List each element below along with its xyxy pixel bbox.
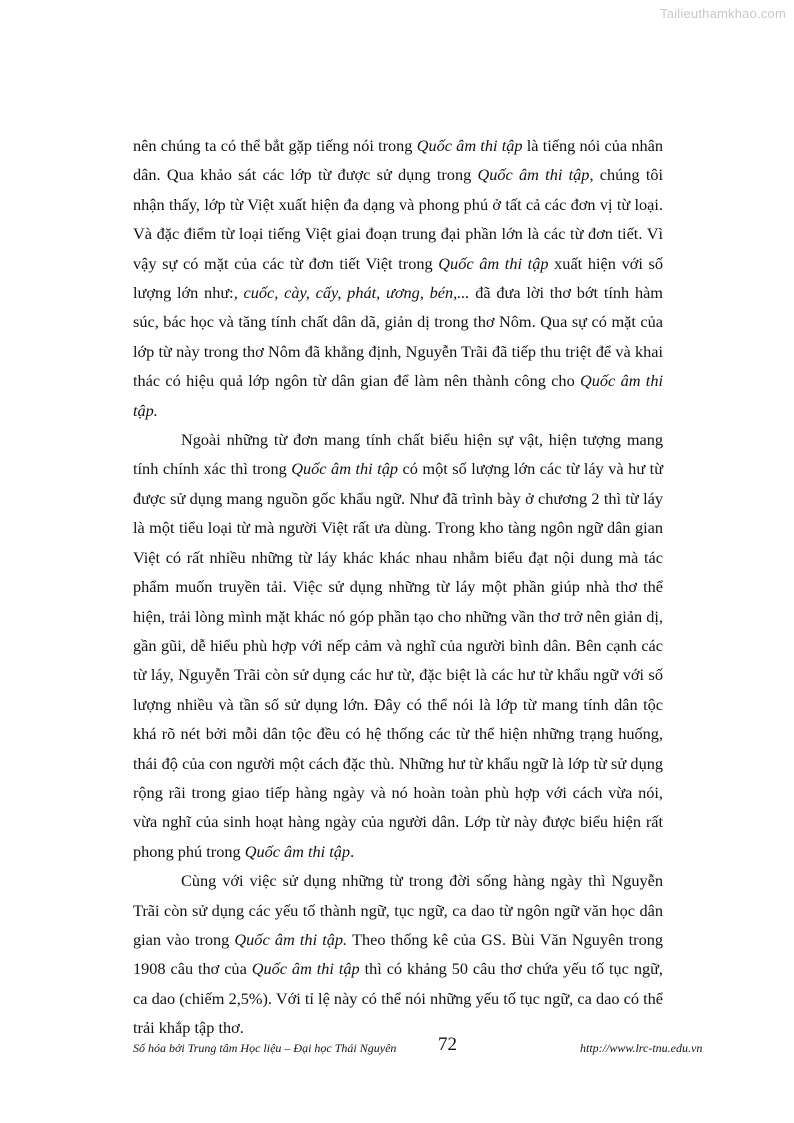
italic-text-run: Quốc âm thi tập [477,165,590,185]
paragraph [133,131,663,425]
footer-source: Số hóa bởi Trung tâm Học liệu – Đại học Thái Nguyên [133,1041,397,1055]
italic-text-run: Quốc âm thi tập. [234,929,348,949]
italic-text-run: Quốc âm thi tập [438,253,549,273]
italic-text-run: Quốc âm thi tập [251,959,360,979]
text-run: Ngoài những từ đơn mang tính chất biểu hiện sự vật, hiện tượng mang tính chính xác thì trong [133,430,663,479]
italic-text-run: Quốc âm thi tập [291,459,398,479]
text-run: có một số lượng lớn các từ láy và hư từ được sử dụng mang nguồn gốc khẩu ngữ. Như đã trình bày ở chương 2 thì từ láy là một tiểu loại từ mà người Việt rất ưa dùng. Trong kho tàng ngôn ngữ dân gian Việt có rất nhiều những từ láy khác khác nhau nhằm biểu đạt nội dung mà tác phẩm muốn truyền tải. Việc sử dụng những từ láy một phần giúp nhà thơ thể hiện, trải lòng mình mặt khác nó góp phần tạo cho những vần thơ trở nên giản dị, gần gũi, dễ hiểu phù hợp với nếp cảm và nghĩ của người bình dân. Bên cạnh các từ láy, Nguyễn Trãi còn sử dụng các hư từ, đặc biệt là các hư từ khẩu ngữ với số lượng nhiều và tần số sử dụng lớn. Đây có thể nói là lớp từ mang tính dân tộc khá rõ nét bởi mỗi dân tộc đều có hệ thống các từ thể hiện những trạng huống, thái độ của con người một cách đặc thù. Những hư từ khẩu ngữ là lớp từ sử dụng rộng rãi trong giao tiếp hàng ngày và nó hoàn toàn phù hợp với cách vừa nói, vừa nghĩ của sinh hoạt hàng ngày của người dân. Lớp từ này được biểu hiện rất phong phú trong [133,459,664,861]
italic-text-run: Quốc âm thi tập [416,136,523,155]
text-run: đã đưa lời thơ bớt tính hàm súc, bác học và tăng tính chất dân dã, giản dị trong thơ Nôm. Qua sự có mặt của lớp từ này trong thơ Nôm đã khẳng định, Nguyễn Trãi đã tiếp thu triệt để và khai thác có hiệu quả lớp ngôn từ dân gian để làm nên thành công cho [133,283,663,391]
italic-text-run: Quốc âm thi tập. [133,371,663,420]
page-number: 72 [438,1034,457,1055]
page-footer [133,1034,723,1064]
text-run: Cùng với việc sử dụng những từ trong đời sống hàng ngày thì Nguyễn Trãi còn sử dụng các yếu tố thành ngữ, tục ngữ, ca dao từ ngôn ngữ văn học dân gian vào trong [133,871,663,949]
text-run: xuất hiện với số lượng lớn như: [133,253,663,303]
text-run: là tiếng nói của nhân dân. Qua khảo sát các lớp từ được sử dụng trong [133,136,664,185]
italic-text-run: Quốc âm thi tập [244,841,351,861]
text-run: thì có khảng 50 câu thơ chứa yếu tố tục ngữ, ca dao (chiếm 2,5%). Với tỉ lệ này có thể nói những yếu tố tục ngữ, ca dao có thể trải khắp tập thơ. [133,959,663,1038]
text-run: , chúng tôi nhận thấy, lớp từ Việt xuất hiện đa dạng và phong phú ở tất cả các đơn vị từ loại. Và đặc điểm từ loại tiếng Việt giai đoạn trung đại phần lớn là các từ đơn tiết. Vì vậy sự có mặt của các từ đơn tiết Việt trong [133,165,664,273]
paragraph [133,866,663,1042]
document-body [133,131,663,1043]
watermark-text: Tailieuthamkhao.com [660,6,786,21]
paragraph [133,425,663,866]
text-run: Theo thống kê của GS. Bùi Văn Nguyên trong 1908 câu thơ của [133,929,663,979]
text-run: nên chúng ta có thể bắt gặp tiếng nói trong [133,136,417,155]
footer-url: http://www.lrc-tnu.edu.vn [580,1041,703,1055]
text-run: . [350,841,355,861]
italic-text-run: , cuốc, cày, cấy, phát, ương, bén,... [233,283,470,303]
